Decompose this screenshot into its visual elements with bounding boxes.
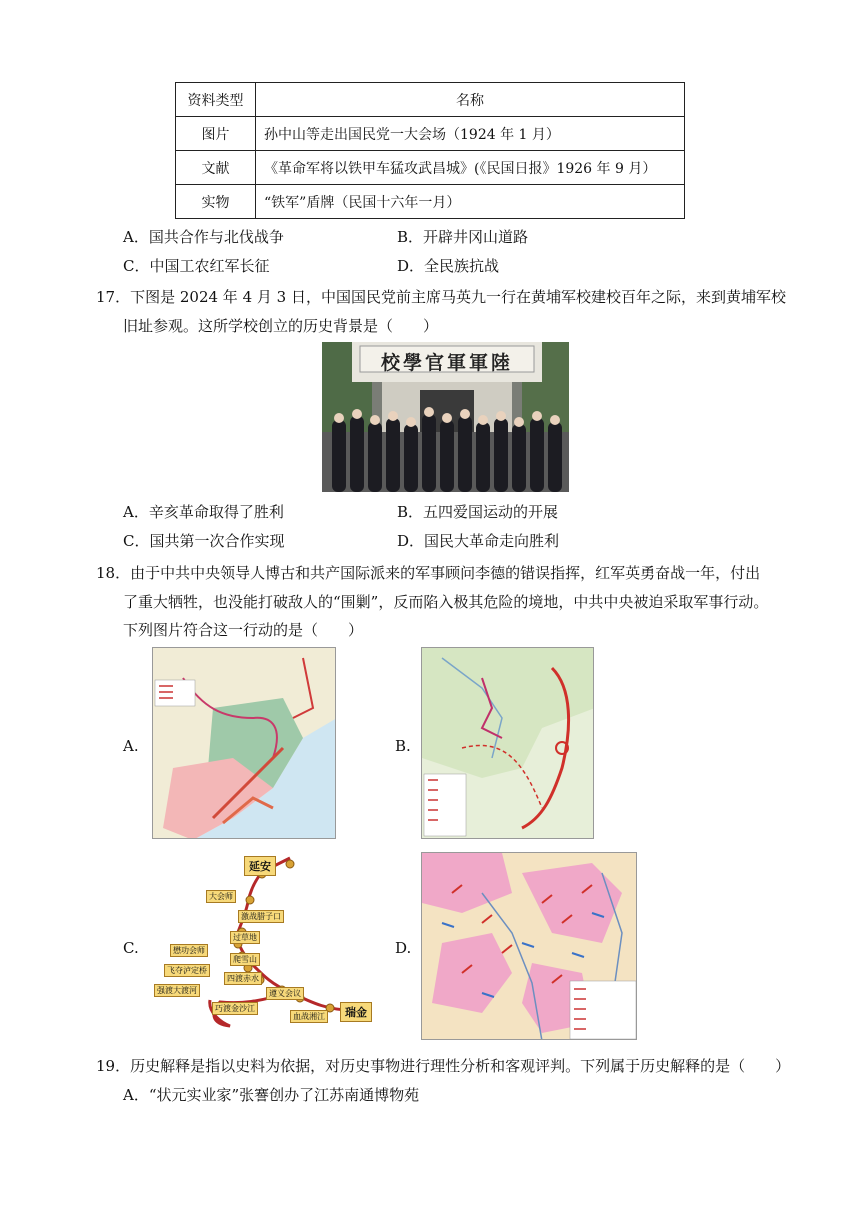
q19-option-a[interactable]: A．“状元实业家”张謇创办了江苏南通博物苑 [123, 1086, 420, 1104]
table-cell-name: 《革命军将以铁甲车猛攻武昌城》(《民国日报》1926 年 9 月） [256, 151, 685, 185]
map-b-image[interactable] [421, 647, 594, 839]
photo-sign-text: 校學官軍軍陸 [380, 352, 513, 374]
map-c-label: 四渡赤水 [224, 972, 262, 985]
table-header-name: 名称 [256, 83, 685, 117]
table-row [176, 151, 685, 185]
table-row [176, 117, 685, 151]
q16-option-c[interactable]: C．中国工农红军长征 [123, 257, 270, 275]
table-header-type: 资料类型 [176, 83, 256, 117]
q19-stem-line1: 19．历史解释是指以史料为依据，对历史事物进行理性分析和客观评判。下列属于历史解释的是（ ） [96, 1057, 791, 1075]
q18-label-a[interactable]: A. [123, 737, 139, 755]
table-cell-type: 图片 [176, 117, 256, 151]
map-c-label-yanan: 延安 [244, 856, 276, 876]
q18-label-c[interactable]: C. [123, 939, 139, 957]
map-c-label: 飞夺泸定桥 [164, 964, 210, 977]
map-c-label: 懋功会师 [170, 944, 208, 957]
source-table [175, 82, 685, 219]
map-c-label-ruijin: 瑞金 [340, 1002, 372, 1022]
q18-stem-line1: 18．由于中共中央领导人博古和共产国际派来的军事顾问李德的错误指挥，红军英勇奋战一年，付出 [96, 564, 761, 582]
map-c-label: 巧渡金沙江 [212, 1002, 258, 1015]
q16-option-d[interactable]: D．全民族抗战 [397, 257, 500, 275]
long-march-route-image[interactable] [150, 852, 382, 1030]
table-cell-type: 实物 [176, 185, 256, 219]
map-c-label: 血战湘江 [290, 1010, 328, 1023]
q18-label-d[interactable]: D. [395, 939, 412, 957]
map-c-label: 过草地 [230, 931, 260, 944]
table-row [176, 185, 685, 219]
table-cell-name: 孙中山等走出国民党一大会场（1924 年 1 月） [256, 117, 685, 151]
huangpu-photo [322, 342, 569, 492]
q17-option-b[interactable]: B．五四爱国运动的开展 [397, 503, 559, 521]
q18-label-b[interactable]: B. [395, 737, 411, 755]
table-cell-type: 文献 [176, 151, 256, 185]
map-c-label: 激战腊子口 [238, 910, 284, 923]
table-header-row [176, 83, 685, 117]
map-c-label: 爬雪山 [230, 953, 260, 966]
map-c-label: 遵义会议 [266, 987, 304, 1000]
map-c-label: 大会师 [206, 890, 236, 903]
q17-option-a[interactable]: A．辛亥革命取得了胜利 [123, 503, 284, 521]
q17-stem-line1: 17．下图是 2024 年 4 月 3 日，中国国民党前主席马英九一行在黄埔军校建校百年之际，来到黄埔军校 [96, 288, 786, 306]
q16-option-b[interactable]: B．开辟井冈山道路 [397, 228, 529, 246]
map-c-label: 强渡大渡河 [154, 984, 200, 997]
q17-stem-line2: 旧址参观。这所学校创立的历史背景是（ ） [123, 317, 439, 335]
map-d-image[interactable] [421, 852, 637, 1040]
q16-option-a[interactable]: A．国共合作与北伐战争 [123, 228, 284, 246]
map-a-image[interactable] [152, 647, 336, 839]
q18-stem-line2: 了重大牺牲，也没能打破敌人的“围剿”，反而陷入极其危险的境地，中共中央被迫采取军事行动。 [123, 593, 769, 611]
q18-stem-line3: 下列图片符合这一行动的是（ ） [123, 621, 364, 639]
table-cell-name: “铁军”盾牌（民国十六年一月） [256, 185, 685, 219]
q17-option-c[interactable]: C．国共第一次合作实现 [123, 532, 285, 550]
q17-option-d[interactable]: D．国民大革命走向胜利 [397, 532, 560, 550]
